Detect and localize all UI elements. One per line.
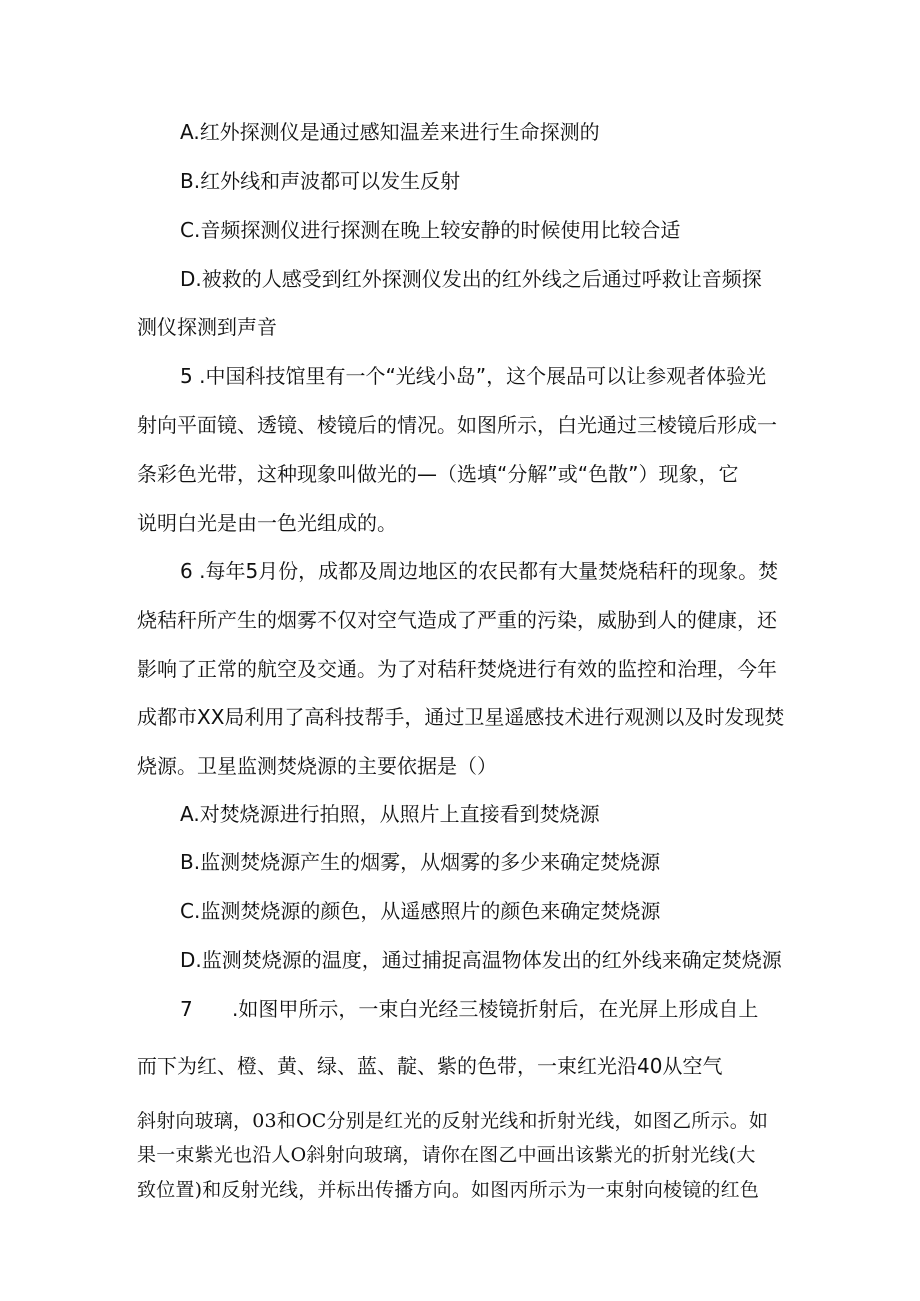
q7-line1 [180, 994, 758, 1024]
q5-line1 [180, 361, 766, 391]
q7-line2: 而下为红、橙、黄、绿、蓝、靛、紫的色带，一束红光沿40从空气 [137, 1054, 723, 1078]
q4-option-c: C.音频探测仪进行探测在晚上较安静的时候使用比较合适 [180, 218, 681, 242]
q7-line5: 致位置)和反射光线，并标出传播方向。如图丙所示为一束射向棱镜的红色 [137, 1179, 760, 1201]
q4-option-d-line1: D.被救的人感受到红外探测仪发出的红外线之后通过呼救让音频探 [180, 267, 762, 291]
q6-line1 [180, 556, 778, 586]
q5-line4: 说明白光是由一色光组成的。 [137, 511, 397, 535]
q6-option-a: A.对焚烧源进行拍照，从照片上直接看到焚烧源 [180, 802, 600, 826]
q6-option-b: B.监测焚烧源产生的烟雾，从烟雾的多少来确定焚烧源 [180, 850, 661, 874]
q6-number: 6 [180, 559, 193, 583]
q6-line2: 烧秸秆所产生的烟雾不仅对空气造成了严重的污染，威胁到人的健康，还 [137, 608, 777, 632]
q6-option-d: D.监测焚烧源的温度，通过捕捉高温物体发出的红外线来确定焚烧源 [180, 948, 782, 972]
q7-line4: 果一束紫光也沿人O斜射向玻璃，请你在图乙中画出该紫光的折射光线(大 [137, 1144, 756, 1166]
q5-number: 5 [180, 364, 193, 388]
q5-line3: 条彩色光带，这种现象叫做光的—（选填“分解”或“色散”）现象，它 [137, 462, 739, 486]
q5-line1-text: .中国科技馆里有一个“光线小岛”，这个展品可以让参观者体验光 [192, 364, 767, 388]
q7-line3: 斜射向玻璃，03和OC分别是红光的反射光线和折射光线，如图乙所示。如 [137, 1110, 769, 1132]
q7-number: 7 [180, 997, 193, 1021]
q6-line3: 影响了正常的航空及交通。为了对秸秆焚烧进行有效的监控和治理，今年 [137, 657, 777, 681]
q6-line1-text: .每年5月份，成都及周边地区的农民都有大量焚烧秸秆的现象。焚 [192, 559, 779, 583]
q4-option-b: B.红外线和声波都可以发生反射 [180, 169, 461, 193]
q6-line4: 成都市XX局利用了高科技帮手，通过卫星遥感技术进行观测以及时发现焚 [137, 705, 785, 729]
q4-option-d-line2: 测仪探测到声音 [137, 315, 277, 339]
q4-option-a: A.红外探测仪是通过感知温差来进行生命探测的 [180, 120, 600, 144]
q7-line1-text: .如图甲所示，一束白光经三棱镜折射后，在光屏上形成自上 [232, 997, 759, 1021]
q6-option-c: C.监测焚烧源的颜色，从遥感照片的颜色来确定焚烧源 [180, 899, 661, 923]
q6-line5: 烧源。卫星监测焚烧源的主要依据是（） [137, 754, 497, 778]
q5-line2: 射向平面镜、透镜、棱镜后的情况。如图所示，白光通过三棱镜后形成一 [137, 413, 777, 437]
